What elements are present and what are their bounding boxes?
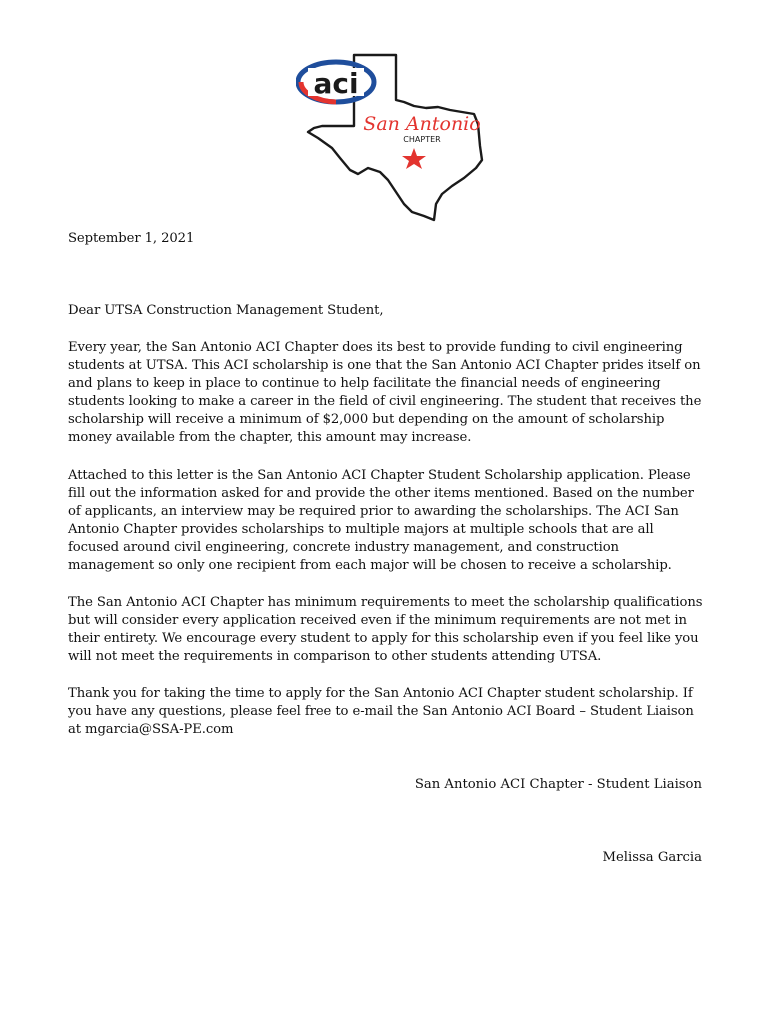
letter-paragraph: Thank you for taking the time to apply for the San Antonio ACI Chapter student scholarship. If you have any questions, please feel free to e-mail the San Antonio ACI Board – Student Liaison at mgarcia@SSA-PE.com xyxy=(68,686,694,737)
logo-chapter-name: San Antonio xyxy=(363,113,481,135)
signoff-name: Melissa Garcia xyxy=(602,850,702,865)
letter-paragraph: Every year, the San Antonio ACI Chapter does its best to provide funding to civil engineering students at UTSA. This ACI scholarship is one that the San Antonio ACI Chapter prides itself on and plans to keep in place to continue to help facilitate the financial needs of engineering students looking to make a career in the field of civil engineering. The student that receives the scholarship will receive a minimum of $2,000 but depending on the amount of scholarship money available from the chapter, this amount may increase. xyxy=(68,340,702,445)
letter-salutation: Dear UTSA Construction Management Student, xyxy=(68,303,384,318)
signoff-title: San Antonio ACI Chapter - Student Liaison xyxy=(414,777,702,792)
chapter-logo xyxy=(296,52,488,224)
logo-chapter-label: CHAPTER xyxy=(403,135,441,144)
letter-paragraph: The San Antonio ACI Chapter has minimum requirements to meet the scholarship qualifications but will consider every application received even if the minimum requirements are not met in their entirety. We encourage every student to apply for this scholarship even if you feel like you will not meet the requirements in comparison to other students attending UTSA. xyxy=(68,595,703,664)
letter-paragraph: Attached to this letter is the San Antonio ACI Chapter Student Scholarship application. Please fill out the information asked for and provide the other items mentioned. Based on the number of applicants, an interview may be required prior to awarding the scholarships. The ACI San Antonio Chapter provides scholarships to multiple majors at multiple schools that are all focused around civil engineering, concrete industry management, and construction management so only one recipient from each major will be chosen to receive a scholarship. xyxy=(68,468,694,573)
logo-brand-text: aci xyxy=(313,67,359,100)
letter-date: September 1, 2021 xyxy=(68,231,195,246)
texas-outline-logo-icon xyxy=(296,52,488,224)
